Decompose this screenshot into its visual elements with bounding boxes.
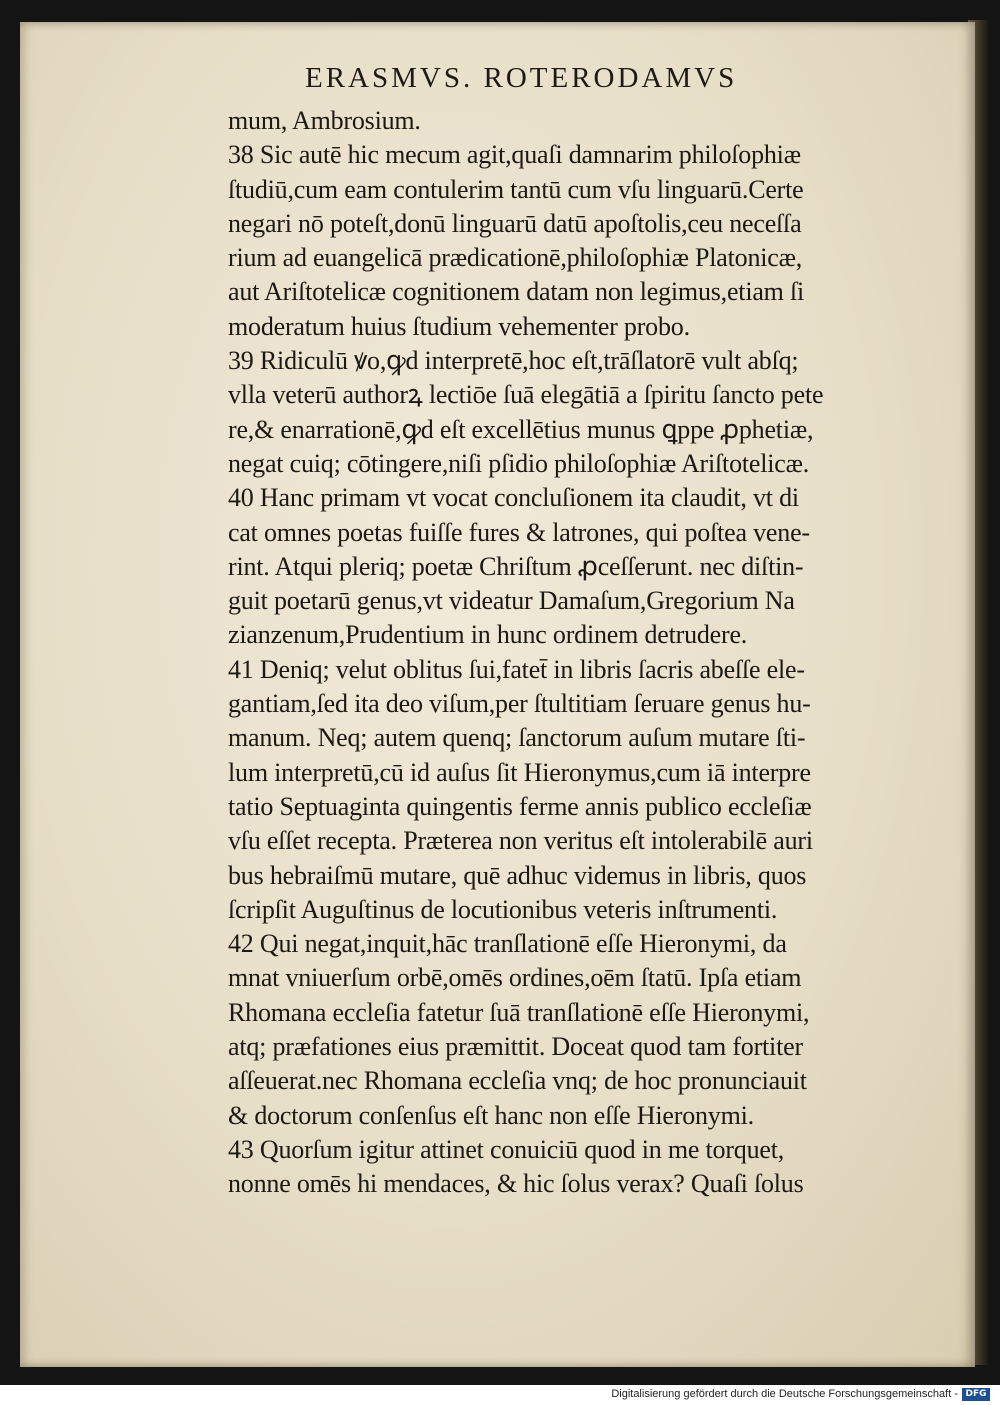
text-line: bus hebraiſmū mutare, quē adhuc videmus in libris, quos	[228, 860, 807, 890]
text-line: negari nō poteſt,donū linguarū datū apoſtolis,ceu neceſſa	[228, 208, 802, 238]
text-line: rium ad euangelicā prædicationē,philoſophiæ Platonicæ,	[228, 243, 803, 273]
text-line: 41 Deniq; velut oblitus ſui,fatet̄ in libris ſacris abeſſe ele-	[228, 654, 805, 684]
text-line: aſſeuerat.nec Rhomana eccleſia vnq; de hoc pronunciauit	[228, 1066, 807, 1096]
text-line: gantiam,ſed ita deo viſum,per ſtultitiam ſeruare genus hu-	[228, 689, 811, 719]
text-line: tatio Septuaginta quingentis ferme annis publico eccleſiæ	[228, 791, 812, 821]
text-line: vlla veterū authorꝝ lectiōe ſuā elegātiā a ſpiritu ſancto pete	[228, 380, 824, 410]
text-line: 42 Qui negat,inquit,hāc tranſlationē eſſe Hieronymi, da	[228, 929, 787, 959]
text-line: atq; præfationes eius præmittit. Doceat quod tam fortiter	[228, 1032, 803, 1062]
text-line: vſu eſſet recepta. Præterea non veritus eſt intolerabilē auri	[228, 826, 813, 856]
text-line: rint. Atqui pleriq; poetæ Chriſtum ꝓceſſerunt. nec diſtin-	[228, 551, 804, 581]
text-line: nonne omēs hi mendaces, & hic ſolus verax? Quaſi ſolus	[228, 1169, 804, 1199]
running-head: ERASMVS. ROTERODAMVS	[305, 62, 738, 94]
text-line: 40 Hanc primam vt vocat concluſionem ita claudit, vt di	[228, 483, 799, 513]
book-page	[20, 22, 975, 1367]
text-line: lum interpretū,cū id auſus ſit Hieronymus,cum iā interpre	[228, 757, 811, 787]
text-line: moderatum huius ſtudium vehementer probo.	[228, 311, 690, 341]
footer-credit: Digitalisierung gefördert durch die Deutsche Forschungsgemeinschaft -	[611, 1388, 958, 1400]
text-line: 43 Quorſum igitur attinet conuiciū quod in me torquet,	[228, 1134, 785, 1164]
text-line: 38 Sic autē hic mecum agit,quaſi damnarim philoſophiæ	[228, 140, 801, 170]
text-line: & doctorum conſenſus eſt hanc non eſſe Hieronymi.	[228, 1100, 754, 1130]
text-line: zianzenum,Prudentium in hunc ordinem detrudere.	[228, 620, 748, 650]
text-line: guit poetarū genus,vt videatur Damaſum,Gregorium Na	[228, 586, 795, 616]
text-line: negat cuiq; cōtingere,niſi pſidio philoſophiæ Ariſtotelicæ.	[228, 448, 810, 478]
text-line: manum. Neq; autem quenq; ſanctorum auſum mutare ſti-	[228, 723, 806, 753]
text-line: 39 Ridiculū ꝟo,ꝙd interpretē,hoc eſt,trāſlatorē vult abſq;	[228, 346, 799, 376]
text-line: mum, Ambrosium.	[228, 106, 421, 135]
body-text	[228, 104, 943, 1202]
text-line: ſcripſit Auguſtinus de locutionibus veteris inſtrumenti.	[228, 894, 778, 924]
footer	[0, 1385, 1000, 1405]
text-line: cat omnes poetas fuiſſe fures & latrones, qui poſtea vene-	[228, 517, 810, 547]
dfg-logo: DFG	[962, 1388, 990, 1401]
text-line: mnat vniuerſum orbē,omēs ordines,oēm ſtatū. Ipſa etiam	[228, 963, 802, 993]
text-line: Rhomana eccleſia fatetur ſuā tranſlationē eſſe Hieronymi,	[228, 997, 810, 1027]
text-line: ſtudiū,cum eam contulerim tantū cum vſu linguarū.Certe	[228, 174, 804, 204]
text-line: aut Ariſtotelicæ cognitionem datam non legimus,etiam ſi	[228, 277, 805, 307]
text-line: re,& enarrationē,ꝙd eſt excellētius munus ꝗppe ꝓphetiæ,	[228, 414, 814, 444]
